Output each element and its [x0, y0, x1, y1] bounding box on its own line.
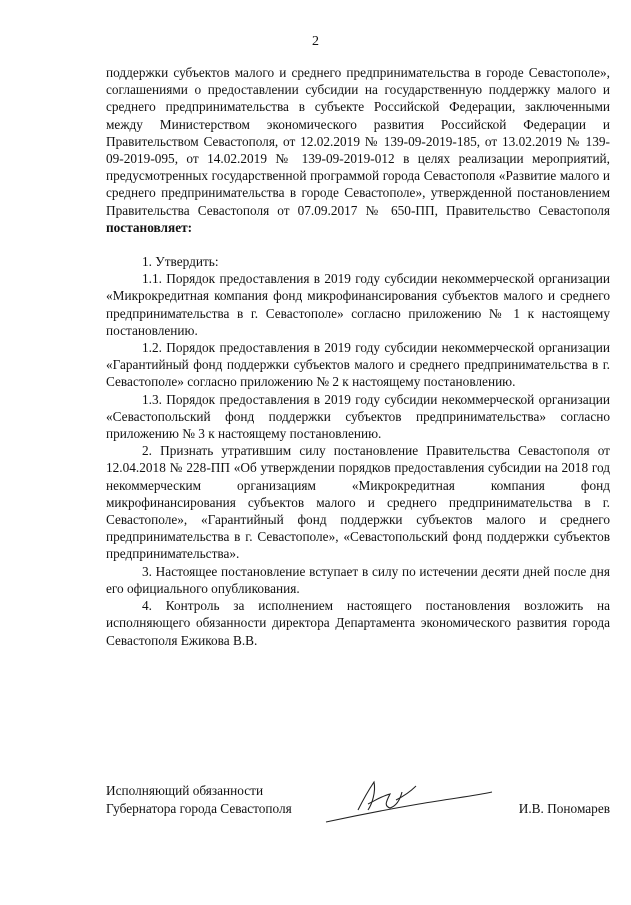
- paragraph-gap: [106, 236, 610, 253]
- handwritten-signature-icon: [324, 774, 494, 828]
- page-number: 2: [312, 34, 319, 49]
- item-1-3: 1.3. Порядок предоставления в 2019 году субсидии некоммерческой организации «Севастопольский фонд поддержки субъектов предпринимательства» согласно приложению № 3 к настоящему постановлению.: [106, 391, 610, 442]
- intro-decree-word: постановляет:: [106, 219, 193, 235]
- item-1-1: 1.1. Порядок предоставления в 2019 году субсидии некоммерческой организации «Микрокредитная компания фонд микрофинансирования субъектов малого и среднего предпринимательства в г. Севастополе» согласно приложению № 1 к настоящему постановлению.: [106, 271, 610, 338]
- item-4: 4. Контроль за исполнением настоящего постановления возложить на исполняющего обязанности директора Департамента экономического развития города Севастополя Ежикова В.В.: [106, 598, 610, 648]
- intro-paragraph: [106, 64, 610, 236]
- signatory-title-line1: Исполняющий обязанности: [106, 783, 264, 798]
- item-3: 3. Настоящее постановление вступает в силу по истечении десяти дней после дня его официального опубликования.: [106, 563, 610, 596]
- item-1-2: 1.2. Порядок предоставления в 2019 году субсидии некоммерческой организации «Гарантийный фонд поддержки субъектов малого и среднего предпринимательства в г. Севастополе» согласно приложению № 2 к настоящему постановлению.: [106, 340, 610, 390]
- signature-block: [106, 782, 610, 842]
- item-2: 2. Признать утратившим силу постановление Правительства Севастополя от 12.04.2018 № 228-ПП «Об утверждении порядков предоставления субсидии на 2018 год некоммерческим организациям «Микрокредитная компания фонд микрофинансирования субъектов малого и среднего предпринимательства в г. Севастополе», «Гарантийный фонд поддержки субъектов малого и среднего предпринимательства в г. Севастополе», «Севастопольский фонд поддержки субъектов предпринимательства».: [106, 443, 610, 562]
- intro-text: поддержки субъектов малого и среднего предпринимательства в городе Севастополе», соглашениями о предоставлении субсидии на государственную поддержку малого и среднего предпринимательства в субъекте Российской Федерации, заключенными между Министерством экономического развития Российской Федерации и Правительством Севастополя, от 12.02.2019 № 139-09-2019-185, от 13.02.2019 № 139-09-2019-095, от 14.02.2019 № 139-09-2019-012 в целях реализации мероприятий, предусмотренных государственной программой города Севастополя «Развитие малого и среднего предпринимательства в городе Севастополе», утвержденной постановлением Правительства Севастополя от 07.09.2017 № 650-ПП, Правительство Севастополя: [106, 65, 610, 218]
- signatory-title: [106, 782, 292, 818]
- item-1: 1. Утвердить:: [142, 254, 219, 270]
- document-body: [106, 64, 610, 649]
- signatory-title-line2: Губернатора города Севастополя: [106, 801, 292, 816]
- signatory-name: И.В. Пономарев: [518, 801, 610, 816]
